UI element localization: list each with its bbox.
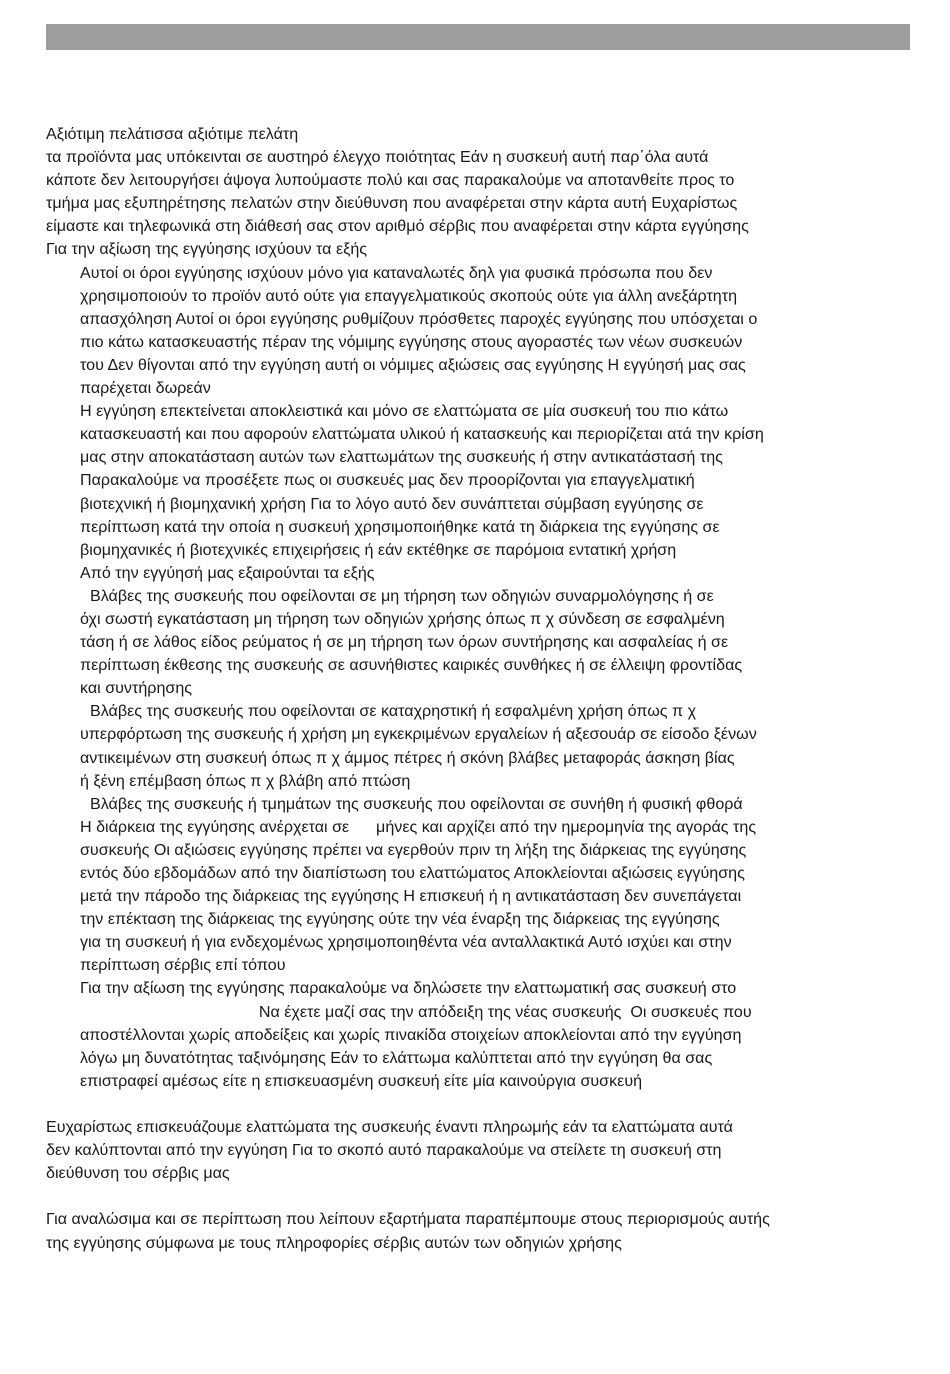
text-line: Βλάβες της συσκευής ή τμημάτων της συσκευής που οφείλονται σε συνήθη ή φυσική φθορά bbox=[90, 794, 743, 813]
text-line: του Δεν θίγονται από την εγγύηση αυτή οι νόμιμες αξιώσεις σας εγγύησης Η εγγύησή μας σας bbox=[80, 355, 746, 374]
text-line: εντός δύο εβδομάδων από την διαπίστωση του ελαττώματος Αποκλείονται αξιώσεις εγγύησης bbox=[80, 864, 745, 882]
text-line: Παρακαλούμε να προσέξετε πως οι συσκευές μας δεν προορίζονται για επαγγελματική bbox=[80, 471, 695, 490]
text-line: δεν καλύπτονται από την εγγύηση Για το σκοπό αυτό παρακαλούμε να στείλετε τη συσκευή στη bbox=[46, 1141, 722, 1160]
text-line: Αυτοί οι όροι εγγύησης ισχύουν μόνο για καταναλωτές δηλ για φυσικά πρόσωπα που δεν bbox=[80, 263, 713, 282]
text-line: για τη συσκευή ή για ενδεχομένως χρησιμοποιηθέντα νέα ανταλλακτικά Αυτό ισχύει και στην bbox=[80, 933, 732, 952]
text-line: τμήμα μας εξυπηρέτησης πελατών στην διεύθυνση που αναφέρεται στην κάρτα αυτή Ευχαρίστως bbox=[46, 194, 738, 213]
text-line: Για την αξίωση της εγγύησης παρακαλούμε να δηλώσετε την ελαττωματική σας συσκευή στο bbox=[80, 979, 737, 998]
text-line: αντικειμένων στη συσκευή όπως π χ άμμος πέτρες ή σκόνη βλάβες μεταφοράς άσκηση βίας bbox=[80, 748, 735, 767]
consumables-paragraph bbox=[46, 1208, 912, 1254]
text-line: συσκευής Οι αξιώσεις εγγύησης πρέπει να εγερθούν πριν τη λήξη της διάρκειας της εγγύησης bbox=[80, 840, 747, 859]
text-line: κάποτε δεν λειτουργήσει άψογα λυπούμαστε πολύ και σας παρακαλούμε να αποτανθείτε προς το bbox=[46, 171, 735, 190]
duration-section bbox=[46, 816, 912, 1093]
text-line: μετά την πάροδο της διάρκειας της εγγύησης Η επισκευή ή η αντικατάσταση δεν συνεπάγεται bbox=[80, 887, 742, 906]
greeting-line: Αξιότιμη πελάτισσα αξιότιμε πελάτη bbox=[46, 125, 299, 143]
text-line: υπερφόρτωση της συσκευής ή χρήση μη εγκεκριμένων εργαλείων ή αξεσουάρ σε είσοδο ξένων bbox=[80, 725, 757, 744]
text-line: την επέκταση της διάρκειας της εγγύησης ούτε την νέα έναρξη της διάρκειας της εγγύησης bbox=[80, 910, 720, 929]
text-line: περίπτωση κατά την οποία η συσκευή χρησιμοποιήθηκε κατά τη διάρκεια της εγγύησης σε bbox=[80, 517, 720, 536]
text-line: περίπτωση σέρβις επί τόπου bbox=[80, 956, 286, 975]
text-line: περίπτωση έκθεσης της συσκευής σε ασυνήθιστες καιρικές συνθήκες ή σε έλλειψη φροντίδας bbox=[80, 656, 743, 675]
text-line: απασχόληση Αυτοί οι όροι εγγύησης ρυθμίζουν πρόσθετες παροχές εγγύησης που υπόσχεται ο bbox=[80, 309, 758, 328]
text-line: Ευχαρίστως επισκευάζουμε ελαττώματα της συσκευής έναντι πληρωμής εάν τα ελαττώματα αυτά bbox=[46, 1118, 733, 1137]
text-line: βιοτεχνική ή βιομηχανική χρήση Για το λόγο αυτό δεν συνάπτεται σύμβαση εγγύησης σε bbox=[80, 494, 704, 513]
text-line: χρησιμοποιούν το προϊόν αυτό ούτε για επαγγελματικούς σκοπούς ούτε για άλλη ανεξάρτητη bbox=[80, 286, 738, 305]
text-line: επιστραφεί αμέσως είτε η επισκευασμένη συσκευή είτε μία καινούργια συσκευή bbox=[80, 1071, 643, 1090]
text-line: παρέχεται δωρεάν bbox=[80, 379, 211, 398]
text-line: όχι σωστή εγκατάσταση μη τήρηση των οδηγιών χρήσης όπως π χ σύνδεση σε εσφαλμένη bbox=[80, 609, 725, 628]
text-line: διεύθυνση του σέρβις μας bbox=[46, 1164, 230, 1183]
text-line: Η διάρκεια της εγγύησης ανέρχεται σε μήνες και αρχίζει από την ημερομηνία της αγοράς της bbox=[80, 817, 757, 836]
text-line: τάση ή σε λάθος είδος ρεύματος ή σε μη τήρηση των όρων συντήρησης και ασφαλείας ή σε bbox=[80, 633, 729, 652]
header-bar bbox=[46, 24, 910, 50]
text-line: είμαστε και τηλεφωνικά στη διάθεσή σας στον αριθμό σέρβις που αναφέρεται στην κάρτα εγγύησης bbox=[46, 217, 749, 236]
text-line: Να έχετε μαζί σας την απόδειξη της νέας συσκευής Οι συσκευές που bbox=[80, 1002, 752, 1021]
intro-paragraph bbox=[46, 123, 912, 262]
paid-repair-paragraph bbox=[46, 1116, 912, 1185]
text-line: αποστέλλονται χωρίς αποδείξεις και χωρίς πινακίδα στοιχείων αποκλείονται από την εγγύηση bbox=[80, 1025, 742, 1044]
text-line: μας στην αποκατάσταση αυτών των ελαττωμάτων της συσκευής ή στην αντικατάστασή της bbox=[80, 448, 723, 467]
text-line: και συντήρησης bbox=[80, 679, 193, 698]
text-line: της εγγύησης σύμφωνα με τους πληροφορίες σέρβις αυτών των οδηγιών χρήσης bbox=[46, 1233, 622, 1252]
exclusions-section bbox=[46, 585, 912, 816]
text-line: Για αναλώσιμα και σε περίπτωση που λείπουν εξαρτήματα παραπέμπουμε στους περιορισμούς αυτής bbox=[46, 1210, 770, 1229]
text-line: Βλάβες της συσκευής που οφείλονται σε καταχρηστική ή εσφαλμένη χρήση όπως π χ bbox=[90, 702, 697, 721]
text-line: Βλάβες της συσκευής που οφείλονται σε μη τήρηση των οδηγιών συναρμολόγησης ή σε bbox=[90, 586, 714, 605]
text-line: Από την εγγύησή μας εξαιρούνται τα εξής bbox=[80, 563, 375, 582]
text-line: κατασκευαστή και που αφορούν ελαττώματα υλικού ή κατασκευής και περιορίζεται ατά την κρίση bbox=[80, 425, 764, 444]
text-line: τα προϊόντα μας υπόκεινται σε αυστηρό έλεγχο ποιότητας Εάν η συσκευή αυτή παρ΄όλα αυτά bbox=[46, 148, 709, 167]
text-line: βιομηχανικές ή βιοτεχνικές επιχειρήσεις ή εάν εκτέθηκε σε παρόμοια εντατική χρήση bbox=[80, 540, 677, 559]
text-line: Η εγγύηση επεκτείνεται αποκλειστικά και μόνο σε ελαττώματα σε μία συσκευή του πιο κάτω bbox=[80, 402, 729, 421]
paragraph-gap bbox=[46, 1185, 912, 1208]
terms-section bbox=[46, 262, 912, 585]
text-line: Για την αξίωση της εγγύησης ισχύουν τα εξής bbox=[46, 240, 368, 259]
paragraph-gap bbox=[46, 1093, 912, 1116]
warranty-text bbox=[46, 123, 912, 1255]
text-line: λόγω μη δυνατότητας ταξινόμησης Εάν το ελάττωμα καλύπτεται από την εγγύηση θα σας bbox=[80, 1048, 713, 1067]
text-line: πιο κάτω κατασκευαστής πέραν της νόμιμης εγγύησης στους αγοραστές των νέων συσκευών bbox=[80, 332, 743, 351]
text-line: ή ξένη επέμβαση όπως π χ βλάβη από πτώση bbox=[80, 771, 411, 790]
